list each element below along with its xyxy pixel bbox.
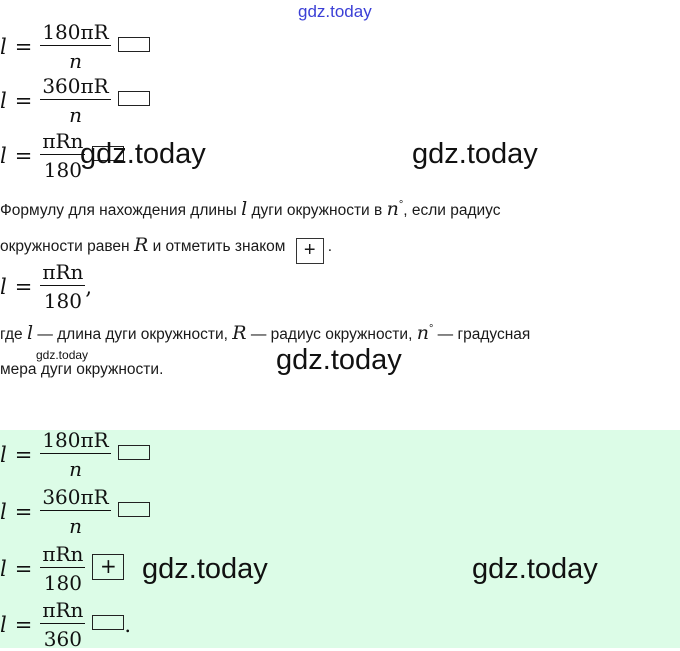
answer-checkbox[interactable] (118, 502, 150, 517)
fraction-numerator: πRn (42, 129, 84, 153)
answer-formula-3 (0, 544, 124, 593)
formula-equals: = (14, 442, 33, 467)
answer-checkbox[interactable] (118, 37, 150, 52)
explanation-text: — градусная (437, 326, 531, 343)
task-text: Формулу для нахождения длины (0, 202, 237, 219)
fraction-denominator: 360 (43, 627, 82, 651)
formula-fraction (40, 430, 110, 479)
fraction-numerator: 360πR (42, 485, 109, 509)
option-formula-2 (0, 76, 150, 125)
math-var-l: l (241, 198, 248, 220)
answer-formula-1 (0, 430, 150, 479)
formula-fraction (40, 131, 85, 180)
formula-equals: = (14, 612, 33, 637)
answer-checkbox-checked[interactable]: + (92, 554, 124, 580)
explanation-text: — радиус окружности, (250, 326, 413, 343)
watermark: gdz.today (412, 138, 538, 170)
formula-lhs: l (0, 612, 7, 637)
answer-checkbox[interactable] (118, 445, 150, 460)
degree-sign: ° (428, 323, 434, 335)
formula-lhs: l (0, 34, 7, 59)
explanation-text: где (0, 326, 23, 343)
fraction-denominator: 180 (43, 571, 82, 595)
degree-sign: ° (398, 199, 404, 211)
math-var-n: n (416, 322, 429, 344)
formula-equals: = (14, 88, 33, 113)
watermark: gdz.today (142, 553, 268, 585)
fraction-denominator: 180 (43, 289, 82, 313)
formula-lhs: l (0, 499, 7, 524)
task-text-line-1 (0, 198, 500, 220)
math-var-R: R (133, 234, 149, 256)
fraction-numerator: 180πR (42, 428, 109, 452)
fraction-denominator: n (69, 514, 82, 538)
main-formula (0, 262, 92, 311)
top-watermark: gdz.today (298, 2, 372, 21)
watermark: gdz.today (276, 344, 402, 376)
explanation-line-2: мера дуги окружности. (0, 361, 164, 378)
task-text: окружности равен (0, 238, 130, 255)
fraction-numerator: 180πR (42, 20, 109, 44)
fraction-numerator: πRn (42, 598, 84, 622)
answer-checkbox[interactable] (118, 91, 150, 106)
fraction-numerator: πRn (42, 542, 84, 566)
formula-lhs: l (0, 556, 7, 581)
explanation-text: — длина дуги окружности, (37, 326, 228, 343)
formula-lhs: l (0, 88, 7, 113)
formula-equals: = (14, 499, 33, 524)
answer-formula-4 (0, 600, 131, 649)
task-text: дуги окружности в (251, 202, 383, 219)
watermark: gdz.today (80, 138, 206, 170)
formula-fraction (40, 544, 85, 593)
fraction-numerator: 360πR (42, 74, 109, 98)
explanation-line-1 (0, 322, 530, 344)
option-formula-1 (0, 22, 150, 71)
math-var-n: n (386, 198, 399, 220)
formula-fraction (40, 76, 110, 125)
fraction-denominator: n (69, 457, 82, 481)
answer-checkbox[interactable] (92, 615, 124, 630)
formula-equals: = (14, 274, 33, 299)
formula-equals: = (14, 143, 33, 168)
watermark: gdz.today (472, 553, 598, 585)
formula-equals: = (14, 34, 33, 59)
math-var-R: R (232, 322, 247, 344)
task-text: , если радиус (403, 202, 501, 219)
task-text: и отметить знаком (152, 238, 286, 255)
watermark: gdz.today (36, 348, 89, 362)
formula-fraction (40, 487, 110, 536)
fraction-denominator: n (69, 103, 82, 127)
formula-fraction (40, 600, 85, 649)
formula-equals: = (14, 556, 33, 581)
fraction-denominator: n (69, 49, 82, 73)
formula-fraction (40, 22, 110, 71)
answer-formula-2 (0, 487, 150, 536)
formula-lhs: l (0, 274, 7, 299)
fraction-numerator: πRn (42, 260, 84, 284)
math-var-l: l (26, 322, 34, 344)
fraction-denominator: 180 (43, 158, 82, 182)
plus-sign-box: + (296, 238, 324, 264)
formula-tail: , (85, 274, 93, 299)
task-text: . (327, 238, 333, 255)
formula-tail: . (124, 612, 132, 637)
formula-lhs: l (0, 442, 7, 467)
formula-lhs: l (0, 143, 7, 168)
formula-fraction (40, 262, 85, 311)
